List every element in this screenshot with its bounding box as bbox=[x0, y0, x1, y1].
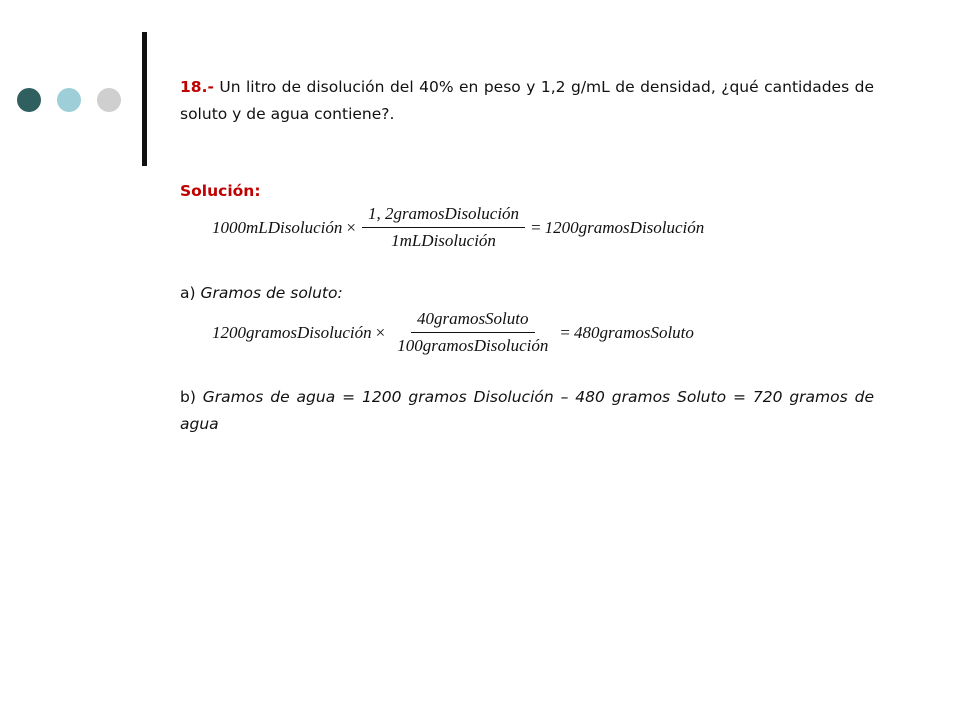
eq1-times: × bbox=[346, 217, 356, 237]
decor-dot-gray bbox=[97, 88, 121, 112]
part-a-text: Gramos de soluto: bbox=[195, 284, 343, 302]
problem-text: Un litro de disolución del 40% en peso y 1,2 g/mL de densidad, ¿qué cantidades de soluto y de agua contiene?. bbox=[180, 78, 874, 123]
part-b-text: Gramos de agua = 1200 gramos Disolución – 480 gramos Soluto = 720 gramos de agua bbox=[180, 388, 874, 433]
eq2-times: × bbox=[375, 322, 386, 342]
equation-1 bbox=[212, 204, 704, 251]
decor-dot-teal bbox=[57, 88, 81, 112]
eq2-numerator: 40gramosSoluto bbox=[411, 309, 534, 333]
solution-label: Solución: bbox=[180, 182, 261, 200]
eq1-lhs: 1000mLDisolución bbox=[212, 217, 343, 237]
decor-dot-dark bbox=[17, 88, 41, 112]
part-b-label: b) bbox=[180, 388, 196, 406]
problem-number: 18.- bbox=[180, 78, 214, 96]
decor-vertical-bar bbox=[142, 32, 147, 166]
eq1-denominator: 1mLDisolución bbox=[391, 231, 496, 250]
eq1-numerator: 1, 2gramosDisolución bbox=[362, 204, 525, 228]
eq2-denominator: 100gramosDisolución bbox=[397, 336, 549, 355]
eq2-equals: = bbox=[560, 322, 570, 342]
part-b bbox=[180, 384, 874, 438]
problem-statement bbox=[180, 74, 874, 128]
eq2-fraction bbox=[391, 309, 554, 356]
eq2-lhs: 1200gramosDisolución bbox=[212, 322, 372, 342]
part-a-label: a) bbox=[180, 284, 196, 302]
part-a bbox=[180, 280, 874, 307]
equation-2 bbox=[212, 309, 694, 356]
solution-heading bbox=[180, 178, 874, 205]
eq2-rhs: 480gramosSoluto bbox=[573, 322, 694, 342]
eq1-fraction bbox=[362, 204, 525, 251]
eq1-rhs: 1200gramosDisolución bbox=[544, 217, 705, 237]
eq1-equals: = bbox=[531, 217, 541, 237]
